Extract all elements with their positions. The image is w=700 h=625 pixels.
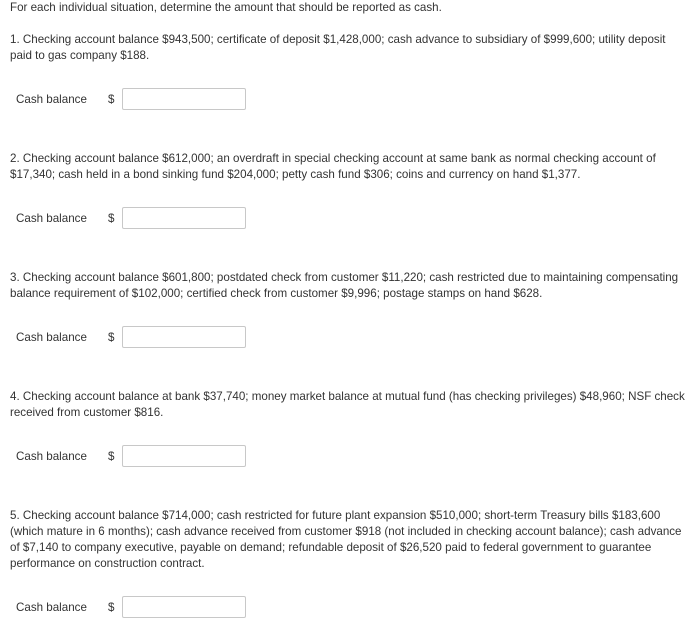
question-2-number: 2. <box>10 152 20 165</box>
question-3-body: Checking account balance $601,800; postdated check from customer $11,220; cash restricted due to maintaining compensating balance requirement of $102,000; certified check from customer $9,996; postage stamps on hand $628. <box>10 271 679 300</box>
answer-row-2 <box>16 207 256 231</box>
answer-row-5 <box>16 596 256 620</box>
answer-row-3 <box>16 326 256 350</box>
cash-balance-label-4: Cash balance <box>16 450 87 463</box>
answer-row-1 <box>16 88 256 112</box>
dollar-sign-5: $ <box>108 601 115 614</box>
question-5 <box>10 508 690 572</box>
question-4-body: Checking account balance at bank $37,740; money market balance at mutual fund (has checking privileges) $48,960; NSF check received from customer $816. <box>10 390 685 419</box>
dollar-sign-3: $ <box>108 331 115 344</box>
question-3-text <box>10 270 690 302</box>
question-1-text <box>10 32 690 64</box>
cash-balance-label-2: Cash balance <box>16 212 87 225</box>
cash-balance-input-2[interactable] <box>122 207 246 229</box>
dollar-sign-1: $ <box>108 93 115 106</box>
question-2-text <box>10 151 690 183</box>
cash-balance-label-3: Cash balance <box>16 331 87 344</box>
question-5-body: Checking account balance $714,000; cash restricted for future plant expansion $510,000; short-term Treasury bills $183,600 (which mature in 6 months); cash advance received from customer $918 (not included in checking account balance); cash advance of $7,140 to company executive, payable on demand; refundable deposit of $26,520 paid to federal government to guarantee performance on construction contract. <box>10 509 682 570</box>
dollar-sign-2: $ <box>108 212 115 225</box>
cash-balance-input-5[interactable] <box>122 596 246 618</box>
cash-balance-input-3[interactable] <box>122 326 246 348</box>
question-2 <box>10 151 690 183</box>
instructions-text: For each individual situation, determine the amount that should be reported as cash. <box>10 1 442 14</box>
question-4-number: 4. <box>10 390 20 403</box>
question-3 <box>10 270 690 302</box>
question-3-number: 3. <box>10 271 20 284</box>
question-1 <box>10 32 690 64</box>
cash-balance-input-1[interactable] <box>122 88 246 110</box>
question-5-text <box>10 508 690 572</box>
question-1-number: 1. <box>10 33 20 46</box>
dollar-sign-4: $ <box>108 450 115 463</box>
question-4-text <box>10 389 690 421</box>
question-4 <box>10 389 690 421</box>
question-5-number: 5. <box>10 509 20 522</box>
question-1-body: Checking account balance $943,500; certificate of deposit $1,428,000; cash advance to subsidiary of $999,600; utility deposit paid to gas company $188. <box>10 33 666 62</box>
cash-balance-input-4[interactable] <box>122 445 246 467</box>
cash-balance-label-1: Cash balance <box>16 93 87 106</box>
cash-balance-label-5: Cash balance <box>16 601 87 614</box>
answer-row-4 <box>16 445 256 469</box>
question-2-body: Checking account balance $612,000; an overdraft in special checking account at same bank as normal checking account of $17,340; cash held in a bond sinking fund $204,000; petty cash fund $306; coins and currency on hand $1,377. <box>10 152 656 181</box>
